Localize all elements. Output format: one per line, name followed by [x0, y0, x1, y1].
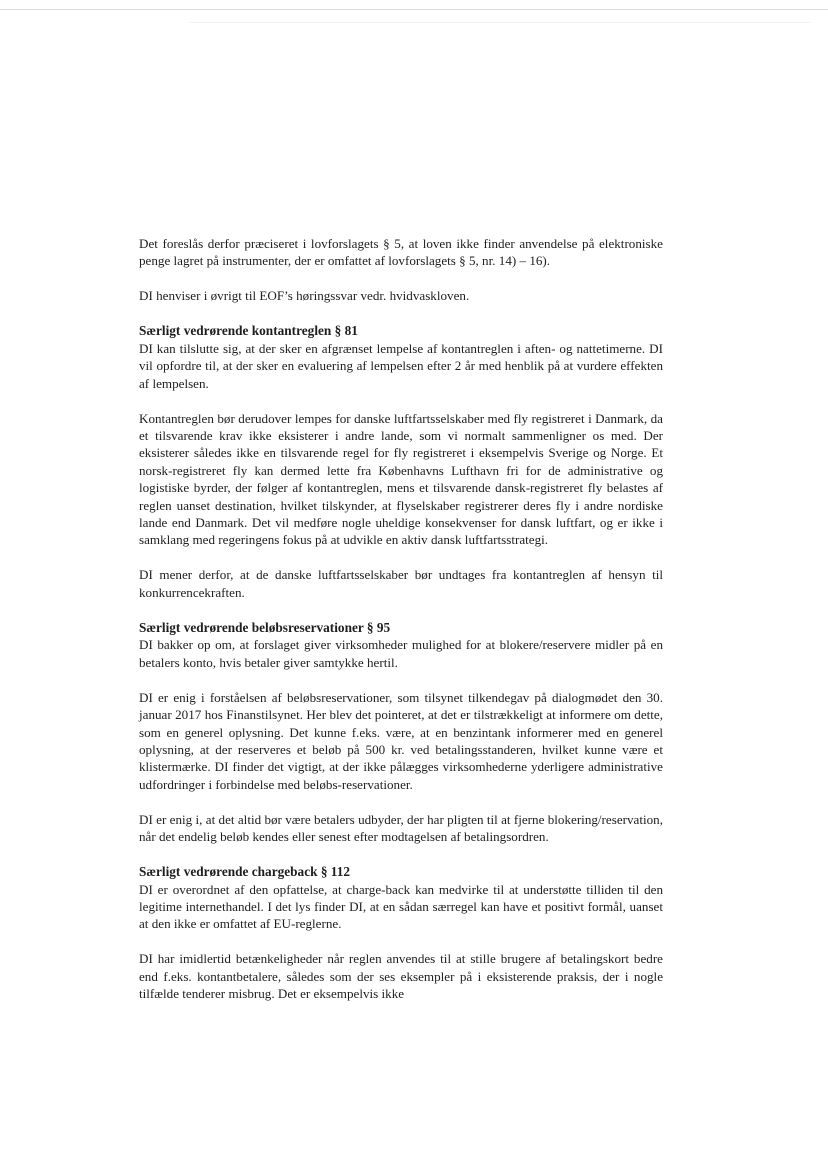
- section-paragraph: DI har imidlertid betænkeligheder når reglen anvendes til at stille brugere af betalingskort bedre end f.eks. kontantbetalere, således som der ses eksempler på i eksisterende praksis, der i nogle tilfælde tenderer misbrug. Det er eksempelvis ikke: [139, 951, 663, 1002]
- section-paragraph: DI er enig i, at det altid bør være betalers udbyder, der har pligten til at fjerne blokering/reservation, når det endelig beløb kendes eller senest efter modtagelsen af betalingsordren.: [139, 811, 663, 845]
- scan-edge-line: [0, 9, 828, 10]
- scan-edge-line-faint: [190, 22, 810, 23]
- document-body: [139, 235, 663, 1020]
- intro-paragraph-2: DI henviser i øvrigt til EOF’s høringssvar vedr. hvidvaskloven.: [139, 288, 470, 304]
- section-paragraph: DI kan tilslutte sig, at der sker en afgrænset lempelse af kontantreglen i aften- og nattetimerne. DI vil opfordre til, at der sker en evaluering af lempelsen efter 2 år med henblik på at vurdere effekten af lempelsen.: [139, 340, 663, 391]
- section-paragraph: DI er overordnet af den opfattelse, at charge-back kan medvirke til at understøtte tilliden til den legitime internethandel. I det lys finder DI, at en sådan særregel kan have et positivt formål, uanset at den ikke er omfattet af EU-reglerne.: [139, 881, 663, 932]
- section-chargeback: [139, 863, 663, 1002]
- section-heading: Særligt vedrørende chargeback § 112: [139, 864, 351, 880]
- section-paragraph: DI er enig i forståelsen af beløbsreservationer, som tilsynet tilkendegav på dialogmødet den 30. januar 2017 hos Finanstilsynet. Her blev det pointeret, at det er tilstrækkeligt at informere om dette, som en generel oplysning. Det kunne f.eks. være, at en benzintank informerer med en generel oplysning, at der reserveres et beløb på 500 kr. ved betalingsstanderen, hvilket kunne være et klistermærke. DI finder det vigtigt, at der ikke pålægges virksomhederne yderligere administrative udfordringer i forbindelse med beløbs-reservationer.: [139, 689, 663, 792]
- section-paragraph: DI bakker op om, at forslaget giver virksomheder mulighed for at blokere/reservere midler på en betalers konto, hvis betaler giver samtykke hertil.: [139, 637, 663, 670]
- section-kontantreglen: [139, 322, 663, 601]
- section-beloebsreservationer: [139, 619, 663, 846]
- intro-paragraph-1: Det foreslås derfor præciseret i lovforslagets § 5, at loven ikke finder anvendelse på elektroniske penge lagret på instrumenter, der er omfattet af lovforslagets § 5, nr. 14) – 16).: [139, 236, 663, 269]
- section-heading: Særligt vedrørende kontantreglen § 81: [139, 323, 358, 339]
- section-heading: Særligt vedrørende beløbsreservationer § 95: [139, 619, 391, 635]
- section-paragraph: Kontantreglen bør derudover lempes for danske luftfartsselskaber med fly registreret i Danmark, da et tilsvarende krav ikke eksisterer i andre lande, som vi normalt sammenligner os med. Der eksisterer således ikke en tilsvarende regel for fly registreret i eksempelvis Sverige og Norge. Et norsk-registreret fly kan dermed lette fra Københavns Lufthavn fri for de administrative og logistiske byrder, der følger af kontantreglen, mens et tilsvarende dansk-registreret fly belastes af reglen uanset destination, hvilket tilskynder, at flyselskaber registrerer deres fly i andre nordiske lande end Danmark. Det vil medføre nogle uheldige konsekvenser for dansk luftfart, og er ikke i samklang med regeringens fokus på at udvikle en aktiv dansk luftfartsstrategi.: [139, 410, 663, 548]
- section-paragraph: DI mener derfor, at de danske luftfartsselskaber bør undtages fra kontantreglen af hensyn til konkurrencekraften.: [139, 567, 663, 600]
